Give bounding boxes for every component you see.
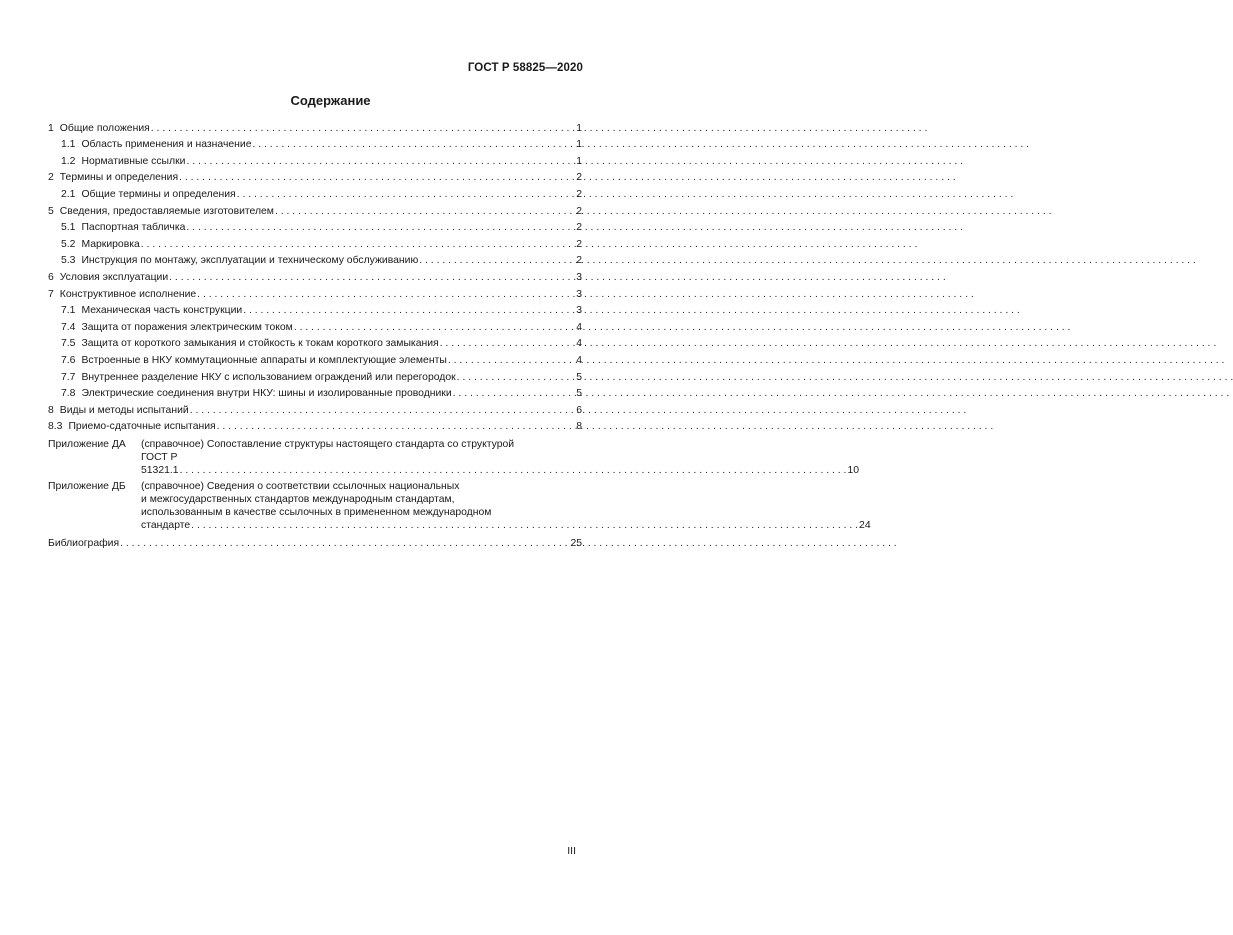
toc-entry-title: Условия эксплуатации [59,271,169,283]
appendix-db-last-line [141,519,871,532]
bibliography-page: 25 [570,538,582,550]
toc-entry-title: Конструктивное исполнение [59,288,197,300]
toc-entry-number: 2 [48,172,54,184]
toc-entry[interactable] [48,235,582,252]
document-standard-number: ГОСТ Р 58825—2020 [467,62,583,74]
table-of-contents [48,119,871,551]
toc-entry-page: 2 [576,188,582,200]
toc-leader-dots [237,188,576,202]
toc-leader-dots [151,122,575,136]
appendix-db-line: использованным в качестве ссылочных в примененном международном [141,507,492,519]
toc-leader-dots [457,371,576,385]
toc-title: Содержание [290,93,371,108]
toc-entry-page: 4 [576,354,582,366]
toc-entry-number: 1 [48,122,54,134]
toc-entry-title: Паспортная табличка [81,222,186,234]
toc-entry-number: 5.3 [61,255,76,267]
toc-entry-page: 1 [576,122,582,134]
toc-entries [48,119,582,434]
toc-entry-title: Нормативные ссылки [81,155,186,167]
toc-entry-page: 4 [576,321,582,333]
toc-entry[interactable] [48,385,582,402]
toc-leader-dots [180,464,847,477]
toc-entry[interactable] [48,252,582,269]
toc-appendix-db[interactable] [48,477,871,533]
toc-entry-number: 5.2 [61,238,76,250]
toc-entry-title: Внутреннее разделение НКУ с использованием ограждений или перегородок [81,371,456,383]
toc-entry-title: Электрические соединения внутри НКУ: шины и изолированные проводники [81,388,452,400]
bibliography-title: Библиография [48,538,120,550]
toc-entry-title: Защита от короткого замыкания и стойкость к токам короткого замыкания [81,338,439,350]
appendix-da-last-text: ГОСТ Р 51321.1 [141,451,179,476]
toc-entry-number: 7.7 [61,371,76,383]
toc-entry-page: 5 [576,371,582,383]
toc-entry-page: 2 [576,205,582,217]
appendix-da-body [141,438,859,477]
toc-entry-page: 3 [576,305,582,317]
toc-entry[interactable] [48,268,582,285]
toc-entry[interactable] [48,302,582,319]
appendix-db-lead: Приложение ДБ [48,481,126,493]
toc-leader-dots [294,321,575,335]
toc-entry-number: 2.1 [61,188,76,200]
toc-entry-title: Термины и определения [59,172,179,184]
toc-leader-dots [169,271,575,285]
toc-entry-title: Механическая часть конструкции [81,305,243,317]
toc-entry-title: Защита от поражения электрическим током [81,321,293,333]
toc-entry-title: Инструкция по монтажу, эксплуатации и техническому обслуживанию [81,255,419,267]
appendix-db-line: (справочное) Сведения о соответствии ссылочных национальных [141,481,460,493]
toc-entry[interactable] [48,401,582,418]
page-number: III [567,845,576,857]
appendix-da-last-line [141,451,859,477]
toc-leader-dots [243,304,575,318]
appendix-da-lead: Приложение ДА [48,438,126,450]
appendix-db-last-text: стандарте [141,520,191,532]
toc-leader-dots [419,254,575,268]
toc-entry[interactable] [48,152,582,169]
toc-entry[interactable] [48,169,582,186]
appendix-db-line: и межгосударственных стандартов международным стандартам, [141,494,455,506]
toc-entry[interactable] [48,185,582,202]
toc-entry-title: Встроенные в НКУ коммутационные аппараты и комплектующие элементы [81,354,447,366]
toc-entry-title: Сведения, предоставляемые изготовителем [59,205,274,217]
toc-leader-dots [275,205,575,219]
toc-entry-number: 5.1 [61,222,76,234]
toc-entry-number: 7 [48,288,54,300]
toc-entry-title: Маркировка [81,238,140,250]
toc-leader-dots [191,519,858,532]
toc-leader-dots [217,420,576,434]
toc-entry[interactable] [48,335,582,352]
toc-entry-page: 1 [576,139,582,151]
toc-leader-dots [179,171,575,185]
toc-entry-number: 6 [48,271,54,283]
toc-entry-page: 5 [576,388,582,400]
toc-entry-number: 1.2 [61,155,76,167]
toc-entry-title: Виды и методы испытаний [59,404,189,416]
toc-entry-page: 2 [576,222,582,234]
toc-entry-number: 5 [48,205,54,217]
appendix-db-body [141,480,871,532]
toc-entry-page: 4 [576,338,582,350]
appendix-db-page: 24 [859,520,871,532]
toc-leader-dots [186,221,575,235]
toc-entry[interactable] [48,285,582,302]
toc-leader-dots [186,155,575,169]
toc-entry-number: 8.3 [48,421,63,433]
toc-entry[interactable] [48,318,582,335]
toc-leader-dots [453,387,576,401]
toc-entry-page: 3 [576,288,582,300]
toc-leader-dots [120,537,569,551]
toc-entry[interactable] [48,418,582,435]
toc-entry-title: Область применения и назначение [81,139,252,151]
toc-entry-number: 7.8 [61,388,76,400]
toc-leader-dots [190,404,576,418]
toc-entry-title: Приемо-сдаточные испытания [68,421,216,433]
toc-entry-number: 7.5 [61,338,76,350]
toc-leader-dots [252,138,575,152]
toc-entry-page: 3 [576,271,582,283]
toc-entry-number: 8 [48,404,54,416]
toc-bibliography[interactable] [48,534,582,551]
toc-entry-page: 6 [576,404,582,416]
toc-entry-page: 2 [576,172,582,184]
toc-leader-dots [448,354,575,368]
toc-entry-page: 2 [576,238,582,250]
toc-entry-page: 8 [576,421,582,433]
toc-entry-title: Общие положения [59,122,150,134]
toc-entry[interactable] [48,119,582,136]
toc-entry-page: 1 [576,155,582,167]
toc-entry[interactable] [48,351,582,368]
toc-entry[interactable] [48,219,582,236]
toc-leader-dots [141,238,575,252]
toc-entry[interactable] [48,136,582,153]
toc-entry-number: 7.4 [61,321,76,333]
toc-entry-number: 1.1 [61,139,76,151]
appendix-da-line: (справочное) Сопоставление структуры настоящего стандарта со структурой [141,438,515,450]
toc-leader-dots [440,337,576,351]
toc-appendix-da[interactable] [48,434,859,477]
toc-entry-number: 7.1 [61,305,76,317]
appendix-da-page: 10 [847,464,859,476]
toc-leader-dots [197,288,575,302]
toc-entry-page: 2 [576,255,582,267]
toc-entry-number: 7.6 [61,354,76,366]
toc-entry-title: Общие термины и определения [81,188,236,200]
toc-entry[interactable] [48,368,582,385]
toc-entry[interactable] [48,202,582,219]
